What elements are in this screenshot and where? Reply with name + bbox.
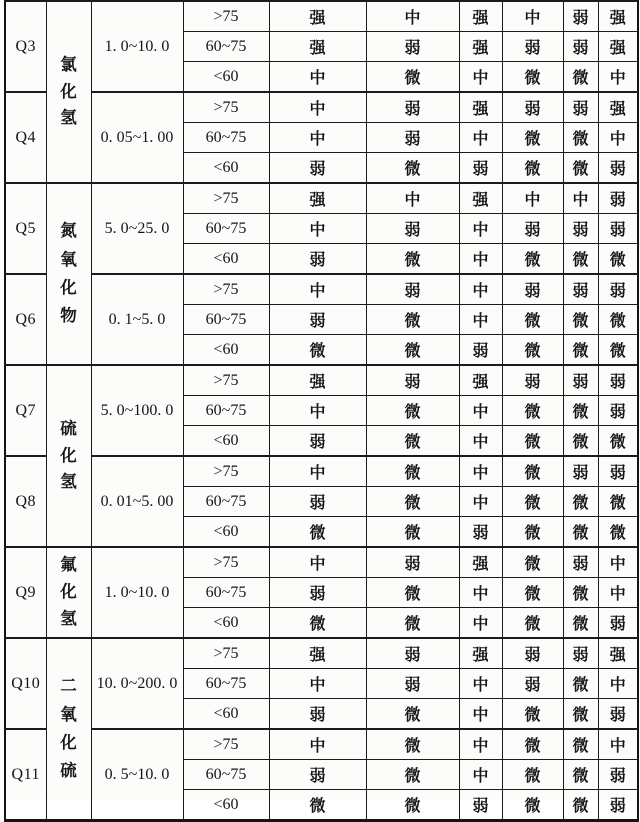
intensity-value-cell: 中	[459, 487, 502, 517]
intensity-value-cell: 中	[459, 669, 502, 699]
intensity-value-cell: 强	[269, 638, 366, 669]
intensity-value-cell: 强	[269, 183, 366, 214]
intensity-value-cell: 中	[269, 123, 366, 153]
table-row	[5, 638, 638, 669]
intensity-value-cell: 强	[459, 547, 502, 578]
chemical-name-char: 氧	[60, 249, 77, 269]
intensity-value-cell: 弱	[502, 92, 563, 123]
intensity-value-cell: 中	[502, 1, 563, 32]
intensity-value-cell: 中	[598, 669, 638, 699]
percentage-band-cell: >75	[183, 1, 269, 32]
intensity-value-cell: 微	[563, 608, 598, 639]
intensity-value-cell: 微	[563, 487, 598, 517]
percentage-band-cell: 60~75	[183, 214, 269, 244]
chemical-name-char: 氟	[60, 555, 77, 575]
intensity-value-cell: 弱	[502, 274, 563, 305]
percentage-band-cell: 60~75	[183, 123, 269, 153]
intensity-value-cell: 弱	[502, 638, 563, 669]
intensity-value-cell: 微	[598, 305, 638, 335]
percentage-band-cell: <60	[183, 153, 269, 184]
intensity-value-cell: 强	[459, 32, 502, 62]
intensity-value-cell: 弱	[563, 547, 598, 578]
q-label-cell: Q8	[5, 456, 46, 547]
percentage-band-cell: <60	[183, 335, 269, 366]
percentage-band-cell: 60~75	[183, 669, 269, 699]
intensity-value-cell: 中	[459, 244, 502, 275]
intensity-value-cell: 中	[269, 62, 366, 93]
intensity-value-cell: 中	[598, 123, 638, 153]
chemical-name-char: 硫	[60, 418, 77, 438]
chemical-name-char: 化	[60, 81, 77, 101]
intensity-value-cell: 微	[502, 760, 563, 790]
chemical-name-char: 氢	[60, 472, 77, 492]
intensity-value-cell: 中	[459, 760, 502, 790]
intensity-value-cell: 中	[269, 669, 366, 699]
intensity-value-cell: 弱	[366, 547, 459, 578]
intensity-value-cell: 微	[502, 790, 563, 821]
q-label-cell: Q7	[5, 365, 46, 456]
intensity-value-cell: 中	[269, 92, 366, 123]
intensity-value-cell: 中	[563, 183, 598, 214]
percentage-band-cell: 60~75	[183, 396, 269, 426]
intensity-value-cell: 微	[366, 699, 459, 730]
table-row	[5, 183, 638, 214]
intensity-value-cell: 微	[598, 335, 638, 366]
intensity-value-cell: 微	[502, 153, 563, 184]
table-row	[5, 1, 638, 32]
intensity-value-cell: 中	[269, 456, 366, 487]
intensity-value-cell: 弱	[563, 274, 598, 305]
intensity-value-cell: 弱	[563, 638, 598, 669]
intensity-value-cell: 微	[502, 396, 563, 426]
percentage-band-cell: >75	[183, 92, 269, 123]
table-row	[5, 92, 638, 123]
concentration-range-cell: 0. 01~5. 00	[91, 456, 183, 547]
intensity-value-cell: 微	[563, 335, 598, 366]
percentage-band-cell: <60	[183, 62, 269, 93]
intensity-value-cell: 弱	[598, 608, 638, 639]
intensity-value-cell: 弱	[459, 790, 502, 821]
intensity-value-cell: 强	[459, 365, 502, 396]
intensity-value-cell: 微	[502, 123, 563, 153]
intensity-value-cell: 强	[598, 32, 638, 62]
percentage-band-cell: <60	[183, 426, 269, 457]
intensity-value-cell: 弱	[563, 214, 598, 244]
intensity-value-cell: 弱	[598, 790, 638, 821]
intensity-value-cell: 微	[366, 760, 459, 790]
chemical-name-char: 氢	[60, 608, 77, 628]
intensity-value-cell: 弱	[563, 1, 598, 32]
chemical-name-cell	[46, 547, 91, 638]
q-label-cell: Q3	[5, 1, 46, 92]
table-row	[5, 547, 638, 578]
intensity-value-cell: 微	[502, 335, 563, 366]
intensity-value-cell: 弱	[366, 638, 459, 669]
percentage-band-cell: <60	[183, 699, 269, 730]
intensity-value-cell: 微	[502, 305, 563, 335]
intensity-value-cell: 微	[269, 517, 366, 548]
intensity-value-cell: 微	[563, 62, 598, 93]
intensity-value-cell: 微	[563, 669, 598, 699]
intensity-value-cell: 弱	[502, 32, 563, 62]
intensity-value-cell: 强	[269, 365, 366, 396]
intensity-value-cell: 微	[502, 62, 563, 93]
intensity-value-cell: 弱	[598, 456, 638, 487]
intensity-value-cell: 微	[502, 547, 563, 578]
intensity-value-cell: 微	[598, 487, 638, 517]
intensity-value-cell: 弱	[269, 426, 366, 457]
intensity-value-cell: 弱	[269, 699, 366, 730]
intensity-value-cell: 中	[598, 547, 638, 578]
intensity-value-cell: 微	[563, 123, 598, 153]
intensity-value-cell: 弱	[269, 760, 366, 790]
intensity-value-cell: 微	[366, 578, 459, 608]
percentage-band-cell: >75	[183, 729, 269, 760]
q-label-cell: Q11	[5, 729, 46, 821]
intensity-value-cell: 中	[459, 608, 502, 639]
percentage-band-cell: <60	[183, 790, 269, 821]
intensity-value-cell: 微	[366, 62, 459, 93]
intensity-value-cell: 微	[563, 699, 598, 730]
percentage-band-cell: 60~75	[183, 578, 269, 608]
intensity-value-cell: 强	[459, 92, 502, 123]
percentage-band-cell: 60~75	[183, 305, 269, 335]
intensity-value-cell: 微	[563, 729, 598, 760]
concentration-range-cell: 1. 0~10. 0	[91, 1, 183, 92]
chemical-name-cell	[46, 638, 91, 821]
intensity-value-cell: 弱	[269, 487, 366, 517]
intensity-value-cell: 弱	[502, 365, 563, 396]
table-row	[5, 729, 638, 760]
percentage-band-cell: >75	[183, 365, 269, 396]
intensity-value-cell: 弱	[563, 456, 598, 487]
table-row	[5, 456, 638, 487]
intensity-value-cell: 微	[366, 153, 459, 184]
percentage-band-cell: >75	[183, 183, 269, 214]
concentration-range-cell: 0. 05~1. 00	[91, 92, 183, 183]
intensity-value-cell: 微	[502, 244, 563, 275]
intensity-value-cell: 微	[598, 244, 638, 275]
intensity-value-cell: 强	[269, 32, 366, 62]
intensity-value-cell: 强	[598, 638, 638, 669]
concentration-range-cell: 5. 0~25. 0	[91, 183, 183, 274]
intensity-value-cell: 中	[459, 123, 502, 153]
chemical-name-char: 氮	[60, 221, 77, 241]
intensity-value-cell: 微	[366, 244, 459, 275]
intensity-value-cell: 中	[598, 729, 638, 760]
intensity-value-cell: 中	[459, 456, 502, 487]
intensity-value-cell: 弱	[366, 669, 459, 699]
intensity-value-cell: 弱	[598, 365, 638, 396]
intensity-value-cell: 微	[563, 153, 598, 184]
intensity-value-cell: 微	[502, 608, 563, 639]
q-label-cell: Q4	[5, 92, 46, 183]
intensity-value-cell: 弱	[366, 274, 459, 305]
percentage-band-cell: >75	[183, 638, 269, 669]
chemical-name-char: 化	[60, 582, 77, 602]
intensity-value-cell: 微	[563, 244, 598, 275]
intensity-value-cell: 弱	[459, 335, 502, 366]
intensity-value-cell: 中	[459, 578, 502, 608]
intensity-value-cell: 微	[563, 760, 598, 790]
intensity-value-cell: 弱	[269, 244, 366, 275]
concentration-range-cell: 0. 1~5. 0	[91, 274, 183, 365]
intensity-value-cell: 微	[502, 517, 563, 548]
chemical-name-char: 硫	[60, 761, 77, 781]
table-row	[5, 365, 638, 396]
intensity-value-cell: 中	[269, 396, 366, 426]
percentage-band-cell: 60~75	[183, 760, 269, 790]
intensity-value-cell: 微	[563, 305, 598, 335]
chemical-name-char: 化	[60, 445, 77, 465]
q-label-cell: Q10	[5, 638, 46, 729]
intensity-value-cell: 微	[366, 305, 459, 335]
chemical-name-cell	[46, 183, 91, 365]
intensity-value-cell: 弱	[502, 214, 563, 244]
pollutant-risk-intensity-table	[4, 0, 639, 822]
chemical-name-cell	[46, 1, 91, 183]
intensity-value-cell: 弱	[366, 123, 459, 153]
intensity-value-cell: 弱	[366, 92, 459, 123]
intensity-value-cell: 微	[366, 608, 459, 639]
percentage-band-cell: >75	[183, 547, 269, 578]
intensity-value-cell: 中	[598, 578, 638, 608]
intensity-value-cell: 弱	[598, 274, 638, 305]
intensity-value-cell: 微	[502, 699, 563, 730]
intensity-value-cell: 弱	[563, 92, 598, 123]
chemical-name-char: 氢	[60, 108, 77, 128]
chemical-name-char: 二	[60, 676, 77, 696]
intensity-value-cell: 中	[459, 699, 502, 730]
intensity-value-cell: 微	[269, 608, 366, 639]
intensity-value-cell: 弱	[598, 760, 638, 790]
intensity-value-cell: 强	[459, 1, 502, 32]
intensity-value-cell: 中	[459, 62, 502, 93]
concentration-range-cell: 10. 0~200. 0	[91, 638, 183, 729]
intensity-value-cell: 弱	[598, 183, 638, 214]
intensity-value-cell: 中	[459, 274, 502, 305]
intensity-value-cell: 微	[598, 517, 638, 548]
percentage-band-cell: <60	[183, 517, 269, 548]
intensity-value-cell: 微	[269, 335, 366, 366]
intensity-value-cell: 强	[459, 183, 502, 214]
concentration-range-cell: 5. 0~100. 0	[91, 365, 183, 456]
q-label-cell: Q9	[5, 547, 46, 638]
percentage-band-cell: >75	[183, 274, 269, 305]
intensity-value-cell: 中	[269, 214, 366, 244]
intensity-value-cell: 微	[502, 426, 563, 457]
intensity-value-cell: 微	[366, 456, 459, 487]
intensity-value-cell: 中	[269, 547, 366, 578]
intensity-value-cell: 强	[598, 92, 638, 123]
concentration-range-cell: 1. 0~10. 0	[91, 547, 183, 638]
percentage-band-cell: 60~75	[183, 32, 269, 62]
chemical-name-char: 氯	[60, 54, 77, 74]
intensity-value-cell: 微	[366, 335, 459, 366]
intensity-value-cell: 微	[366, 517, 459, 548]
intensity-value-cell: 微	[502, 456, 563, 487]
intensity-value-cell: 微	[563, 396, 598, 426]
intensity-value-cell: 微	[563, 517, 598, 548]
intensity-value-cell: 弱	[598, 699, 638, 730]
intensity-value-cell: 强	[598, 1, 638, 32]
intensity-value-cell: 弱	[366, 32, 459, 62]
intensity-value-cell: 微	[366, 487, 459, 517]
intensity-value-cell: 中	[598, 62, 638, 93]
intensity-value-cell: 中	[459, 305, 502, 335]
intensity-value-cell: 微	[502, 729, 563, 760]
intensity-value-cell: 中	[459, 729, 502, 760]
intensity-value-cell: 弱	[366, 214, 459, 244]
intensity-value-cell: 弱	[502, 669, 563, 699]
intensity-value-cell: 弱	[269, 153, 366, 184]
table-row	[5, 274, 638, 305]
intensity-value-cell: 微	[366, 790, 459, 821]
intensity-value-cell: 中	[269, 729, 366, 760]
intensity-value-cell: 中	[366, 183, 459, 214]
intensity-value-cell: 微	[366, 426, 459, 457]
chemical-name-char: 化	[60, 278, 77, 297]
intensity-value-cell: 强	[269, 1, 366, 32]
intensity-value-cell: 弱	[366, 365, 459, 396]
percentage-band-cell: <60	[183, 244, 269, 275]
intensity-value-cell: 微	[366, 396, 459, 426]
q-label-cell: Q5	[5, 183, 46, 274]
q-label-cell: Q6	[5, 274, 46, 365]
percentage-band-cell: 60~75	[183, 487, 269, 517]
intensity-value-cell: 微	[269, 790, 366, 821]
intensity-value-cell: 中	[459, 426, 502, 457]
intensity-value-cell: 弱	[459, 517, 502, 548]
intensity-value-cell: 弱	[598, 396, 638, 426]
intensity-value-cell: 弱	[459, 153, 502, 184]
intensity-value-cell: 中	[366, 1, 459, 32]
intensity-value-cell: 弱	[598, 153, 638, 184]
chemical-name-char: 物	[60, 306, 77, 326]
concentration-range-cell: 0. 5~10. 0	[91, 729, 183, 821]
intensity-value-cell: 弱	[563, 32, 598, 62]
chemical-name-cell	[46, 365, 91, 547]
intensity-value-cell: 中	[269, 274, 366, 305]
chemical-name-char: 氧	[60, 704, 77, 724]
percentage-band-cell: >75	[183, 456, 269, 487]
intensity-value-cell: 微	[563, 426, 598, 457]
intensity-value-cell: 强	[459, 638, 502, 669]
intensity-value-cell: 微	[502, 487, 563, 517]
table-body	[5, 1, 638, 821]
intensity-value-cell: 微	[366, 729, 459, 760]
intensity-value-cell: 微	[563, 790, 598, 821]
intensity-value-cell: 中	[502, 183, 563, 214]
intensity-value-cell: 中	[459, 396, 502, 426]
chemical-name-char: 化	[60, 733, 77, 752]
intensity-value-cell: 中	[459, 214, 502, 244]
intensity-value-cell: 微	[598, 426, 638, 457]
intensity-value-cell: 微	[563, 578, 598, 608]
intensity-value-cell: 弱	[269, 578, 366, 608]
intensity-value-cell: 弱	[269, 305, 366, 335]
percentage-band-cell: <60	[183, 608, 269, 639]
intensity-value-cell: 弱	[563, 365, 598, 396]
intensity-value-cell: 弱	[598, 214, 638, 244]
intensity-value-cell: 微	[502, 578, 563, 608]
